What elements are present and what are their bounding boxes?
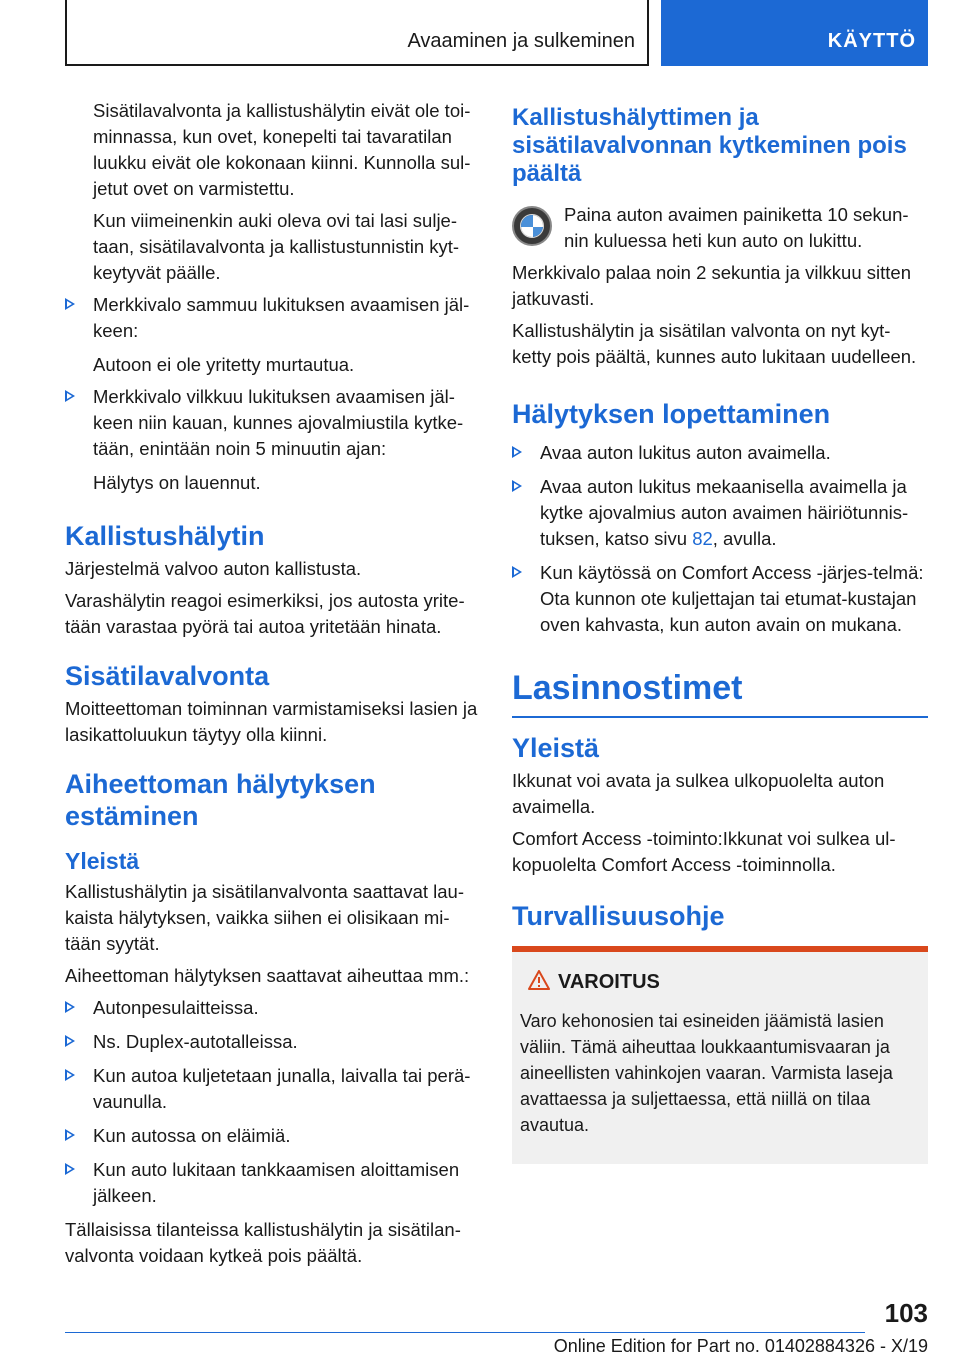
- triangle-bullet-icon: [65, 1035, 75, 1047]
- section-title: Avaaminen ja sulkeminen: [407, 30, 635, 52]
- paragraph: Merkkivalo palaa noin 2 sekuntia ja vilkkuu sitten jatkuvasti.: [512, 262, 911, 309]
- triangle-bullet-icon: [65, 1001, 75, 1013]
- heading-windows: Lasinnostimet: [512, 668, 928, 718]
- paragraph: Kallistushälytin ja sisätilanvalvonta saattavat lau-kaista hälytyksen, vaikka siihen ei olisikaan mi-tään syytät.: [65, 881, 464, 954]
- list-item: [65, 1123, 480, 1149]
- bmw-key-icon: [512, 206, 552, 246]
- triangle-bullet-icon: [65, 1069, 75, 1081]
- triangle-bullet-icon: [512, 480, 522, 492]
- heading-stop-alarm: Hälytyksen lopettaminen: [512, 399, 831, 429]
- list-item-text: Merkkivalo sammuu lukituksen avaamisen jäl-keen:: [93, 294, 470, 341]
- heading-safety: Turvallisuusohje: [512, 901, 725, 931]
- paragraph: Aiheettoman hälytyksen saattavat aiheuttaa mm.:: [65, 965, 470, 986]
- triangle-bullet-icon: [65, 1163, 75, 1175]
- edition-text: Online Edition for Part no. 01402884326 - X/19: [553, 1336, 928, 1356]
- list-item-text: Kun auto lukitaan tankkaamisen aloittamisen jälkeen.: [93, 1159, 460, 1206]
- list-item-text: Avaa auton lukitus auton avaimella.: [540, 442, 831, 463]
- list-item: [65, 1157, 480, 1209]
- warning-title: [520, 968, 920, 996]
- paragraph: Sisätilavalvonta ja kallistushälytin eivät ole toi-minnassa, kun ovet, konepelti tai tavaratilan luukku eivät ole kokonaan kiinni. Kunnolla sul-jetut ovet on varmistettu.: [93, 100, 471, 199]
- list-item: [65, 1063, 480, 1115]
- chapter-tab: [661, 0, 928, 66]
- list-item-text: Kun autoa kuljetetaan junalla, laivalla tai perä-vaunulla.: [93, 1065, 471, 1112]
- heading-general: Yleistä: [65, 848, 140, 874]
- list-item-text: Kun käytössä on Comfort Access -järjes-telmä: Ota kunnon ote kuljettajan tai etumat-kustajan oven kahvasta, kun auton avain on mukana.: [540, 562, 924, 635]
- footer-divider: [65, 1332, 865, 1333]
- list-item: [65, 292, 480, 344]
- warning-label: VAROITUS: [558, 971, 660, 993]
- triangle-bullet-icon: [65, 390, 75, 402]
- list-item: [512, 560, 928, 638]
- list-item: [512, 474, 928, 552]
- list-item-text: Ns. Duplex-autotalleissa.: [93, 1031, 298, 1052]
- key-button-note: [512, 202, 928, 254]
- paragraph: Järjestelmä valvoo auton kallistusta.: [65, 558, 362, 579]
- list-item-text: Kun autossa on eläimiä.: [93, 1125, 291, 1146]
- page-number: 103: [884, 1298, 928, 1328]
- list-item-text: Merkkivalo vilkkuu lukituksen avaamisen jäl-keen niin kauan, kunnes ajovalmiustila kytke-tään, enintään noin 5 minuutin ajan:: [93, 386, 464, 459]
- triangle-bullet-icon: [512, 446, 522, 458]
- paragraph: Varashälytin reagoi esimerkiksi, jos autosta yrite-tään varastaa pyörä tai autoa yritetään hinata.: [65, 590, 465, 637]
- section-tab: [65, 0, 649, 66]
- page-link[interactable]: 82: [692, 528, 713, 549]
- list-item-text: Avaa auton lukitus mekaanisella avaimella ja kytke ajovalmius auton avaimen häiriötunnis-tuksen, katso sivu: [540, 476, 909, 549]
- warning-text: Varo kehonosien tai esineiden jäämistä lasien väliin. Tämä aiheuttaa loukkaantumisvaaran ja aineellisten vahinkojen vaaran. Varmista laseja avattaessa ja suljettaessa, että niillä on tilaa avautua.: [520, 1011, 893, 1135]
- heading-tilt-alarm: Kallistushälytin: [65, 521, 265, 551]
- paragraph: Paina auton avaimen painiketta 10 sekun-nin kuluessa heti kun auto on lukittu.: [564, 204, 909, 251]
- list-item-text: Autonpesulaitteissa.: [93, 997, 259, 1018]
- paragraph: Comfort Access -toiminto:Ikkunat voi sulkea ul-kopuolelta Comfort Access -toiminnolla.: [512, 828, 896, 875]
- list-item: [65, 995, 480, 1021]
- triangle-bullet-icon: [65, 1129, 75, 1141]
- paragraph: Tällaisissa tilanteissa kallistushälytin ja sisätilan-valvonta voidaan kytkeä pois päältä.: [65, 1219, 461, 1266]
- paragraph: Kun viimeinenkin auki oleva ovi tai lasi sulje-taan, sisätilavalvonta ja kallistustunnistin kyt-keytyvät päälle.: [93, 210, 460, 283]
- list-item: [512, 440, 928, 466]
- paragraph: Hälytys on lauennut.: [93, 472, 261, 493]
- paragraph: Kallistushälytin ja sisätilan valvonta on nyt kyt-ketty pois päältä, kunnes auto lukitaan uudelleen.: [512, 320, 917, 367]
- paragraph: Autoon ei ole yritetty murtautua.: [93, 354, 355, 375]
- heading-avoid-false-alarm: Aiheettoman hälytyksen estäminen: [65, 769, 376, 831]
- left-column: [65, 98, 480, 1275]
- paragraph: Moitteettoman toiminnan varmistamiseksi lasien ja lasikattoluukun täytyy olla kiinni.: [65, 698, 478, 745]
- page-header: [65, 0, 928, 66]
- heading-general: Yleistä: [512, 733, 600, 763]
- triangle-bullet-icon: [512, 566, 522, 578]
- triangle-bullet-icon: [65, 298, 75, 310]
- warning-box: [512, 952, 928, 1164]
- list-item: [65, 384, 480, 462]
- list-item-text: , avulla.: [712, 528, 777, 549]
- right-column: [512, 98, 928, 1164]
- paragraph: Ikkunat voi avata ja sulkea ulkopuolelta auton avaimella.: [512, 770, 885, 817]
- chapter-title: KÄYTTÖ: [827, 30, 916, 52]
- warning-triangle-icon: [528, 970, 550, 990]
- heading-interior-monitoring: Sisätilavalvonta: [65, 661, 270, 691]
- heading-switch-off: Kallistushälyttimen ja sisätilavalvonnan kytkeminen pois päältä: [512, 104, 907, 187]
- list-item: [65, 1029, 480, 1055]
